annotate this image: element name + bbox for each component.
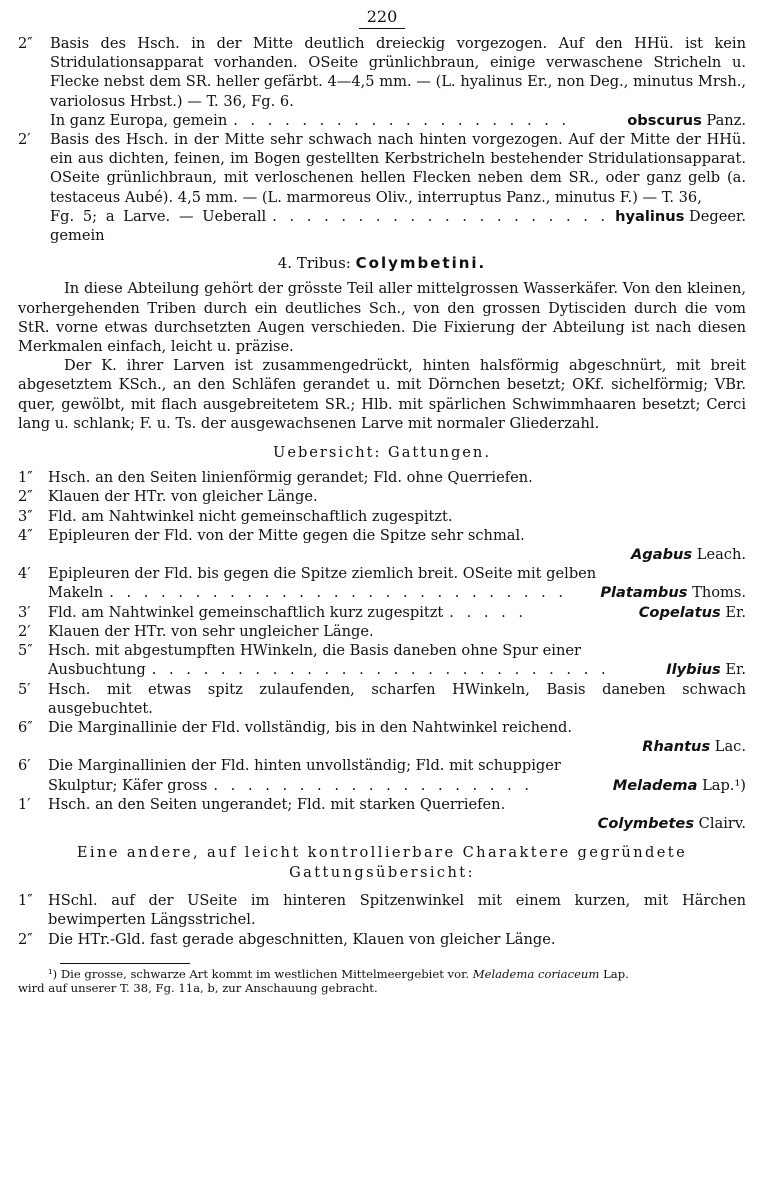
genus-name: Colymbetes <box>597 814 695 832</box>
entry-description: Basis des Hsch. in der Mitte deutlich dreieckig vorgezogen. Auf den HHü. ist kein Stridulationsapparat vorhanden. OSeite grünlichbraun, einige verwaschene Stricheln u. Flecke nebst dem SR. heller gefärbt. 4—4,5 mm. — (L. hyalinus Er., non Deg., minutus Mrsh., variolosus Hrbst.) — T. 36, Fg. 6. <box>50 35 746 110</box>
paragraph-intro: In diese Abteilung gehört der grösste Teil aller mittelgrossen Wasserkäfer. Von den kleinen, vorhergehenden Triben durch ein deutliches Sch., von den grossen Dytisciden durch die vom StR. vorne etwas durchsetzten Augen verschieden. Die Fixierung der Abteilung ist nach diesen Merkmalen einfach, leicht u. präzise. <box>18 280 746 356</box>
paragraph-larvae: Der K. ihrer Larven ist zusammengedrückt, hinten halsförmig abgeschnürt, mit breit abgesetztem KSch., an den Schläfen gerandet u. mit Dörnchen besetzt; OKf. sichelförmig; VBr. quer, gewölbt, mit flach ausgebreitetem SR.; Hlb. mit spärlichen Schwimmhaaren besetzt; Cerci lang u. schlank; F. u. Ts. der ausgewachsenen Larve mit normaler Gliederzahl. <box>18 357 746 432</box>
key-line: 1″ Hsch. an den Seiten linienförmig gerandet; Fld. ohne Querriefen. <box>18 469 533 487</box>
genus-name: Platambus <box>600 584 688 602</box>
key-line-copelatus: 3′ Fld. am Nahtwinkel gemeinschaftlich kurz zugespitzt . . . . . Copelatus Er. <box>18 603 746 621</box>
alt-key-line: 2″ Die HTr.-Gld. fast gerade abgeschnitten, Klauen von gleicher Länge. <box>18 930 556 948</box>
genus-author: Leach. <box>696 546 746 564</box>
footnote-rule <box>60 963 190 964</box>
couplet-number: 2″ <box>18 35 33 52</box>
genus-name: Copelatus <box>638 603 721 621</box>
leader-dots: . . . . . . . . . . . . . . . . . . . . . . . . . . . <box>151 661 610 679</box>
key-line: 2″ Klauen der HTr. von gleicher Länge. <box>18 488 318 506</box>
leader-dots: . . . . . . . . . . . . . . . . . . . . <box>233 111 571 129</box>
key-line: 2′ Klauen der HTr. von sehr ungleicher Länge. <box>18 622 374 640</box>
genus-name: Meladema <box>612 776 698 794</box>
leader-dots: . . . . . <box>449 603 528 621</box>
genus-author: Lap.¹) <box>702 776 746 794</box>
leader-dots: . . . . . . . . . . . . . . . . . . . . . . . . . . . <box>109 584 568 602</box>
genus-name: Ilybius <box>666 661 721 679</box>
key-line: 3″ Fld. am Nahtwinkel nicht gemeinschaftlich zugespitzt. <box>18 507 453 525</box>
key-line-platambus: 4′ Epipleuren der Fld. bis gegen die Spitze ziemlich breit. OSeite mit gelben Makeln . . . . . . . . . . . . . . . . . . . . . . . . . . . Platambus Thoms. <box>18 565 746 602</box>
genus-author: Er. <box>725 661 746 679</box>
tribus-heading: 4. Tribus: Colymbetini. <box>277 254 487 273</box>
leader-dots: . . . . . . . . . . . . . . . . . . . . <box>272 207 610 225</box>
key-line-rhantus: 6″ Die Marginallinie der Fld. vollständig, bis in den Nahtwinkel reichend. Rhantus Lac. <box>18 718 746 756</box>
entry-description: Basis des Hsch. in der Mitte sehr schwach nach hinten vorgezogen. Auf der Mitte der HHü. ein aus dichten, feinen, im Bogen gestellten Kerbstricheln bestehender Stridulationsapparat. OSeite grünlichbraun, mit verloschenen hellen Flecken neben dem SR., oder ganz gelb (a. testaceus Aubé). 4,5 mm. — (L. marmoreus Oliv., interruptus Panz., minutus F.) — T. 36, <box>50 131 746 206</box>
species-name: hyalinus <box>615 207 685 225</box>
tribus-name: Colymbetini. <box>355 254 487 273</box>
key-line-ilybius: 5″ Hsch. mit abgestumpften HWinkeln, die Basis daneben ohne Spur einer Ausbuchtung . . . . . . . . . . . . . . . . . . . . . . . . . . . Ilybius Er. <box>18 642 746 679</box>
species-author: Panz. <box>706 111 746 129</box>
genus-author: Lac. <box>714 738 746 756</box>
footnote: ¹) Die grosse, schwarze Art kommt im westlichen Mittelmeergebiet vor. Meladema coriaceum Lap. wird auf unserer T. 38, Fg. 11a, b, zur Anschauung gebracht. <box>18 966 629 995</box>
genus-author: Er. <box>725 603 746 621</box>
couplet-number: 2′ <box>18 131 31 149</box>
alt-key-line: 1″ HSchl. auf der USeite im hinteren Spitzenwinkel mit einem kurzen, mit Härchen bewimperten Längsstrichel. <box>18 892 746 929</box>
leader-dots: . . . . . . . . . . . . . . . . . . . <box>213 776 534 794</box>
alt-overview-title: Eine andere, auf leicht kontrollierbare Charaktere gegründete Gattungsübersicht: <box>76 844 688 882</box>
key-line-agabus: 4″ Epipleuren der Fld. von der Mitte gegen die Spitze sehr schmal. Agabus Leach. <box>18 526 746 564</box>
entry-distribution: In ganz Europa, gemein <box>50 111 228 129</box>
page-number: 220 <box>18 6 746 29</box>
species-author: Degeer. <box>689 207 746 225</box>
key-line: 5′ Hsch. mit etwas spitz zulaufenden, scharfen HWinkeln, Basis daneben schwach ausgebuchtet. <box>18 680 746 717</box>
key-entry-hyalinus <box>18 130 746 245</box>
genus-author: Thoms. <box>692 584 746 602</box>
genus-name: Rhantus <box>642 738 711 756</box>
overview-title: Uebersicht: Gattungen. <box>273 444 491 462</box>
genus-author: Clairv. <box>698 814 746 832</box>
entry-distribution: Fg. 5; a Larve. — Ueberall gemein <box>50 207 267 245</box>
key-entry-obscurus <box>18 34 746 130</box>
key-line-meladema: 6′ Die Marginallinien der Fld. hinten unvollständig; Fld. mit schuppiger Skulptur; Käfer gross . . . . . . . . . . . . . . . . . . . Meladema Lap.¹) <box>18 757 746 794</box>
species-name: obscurus <box>627 111 702 129</box>
genus-name: Agabus <box>630 546 693 564</box>
key-line-colymbetes: 1′ Hsch. an den Seiten ungerandet; Fld. mit starken Querriefen. Colymbetes Clairv. <box>18 795 746 832</box>
